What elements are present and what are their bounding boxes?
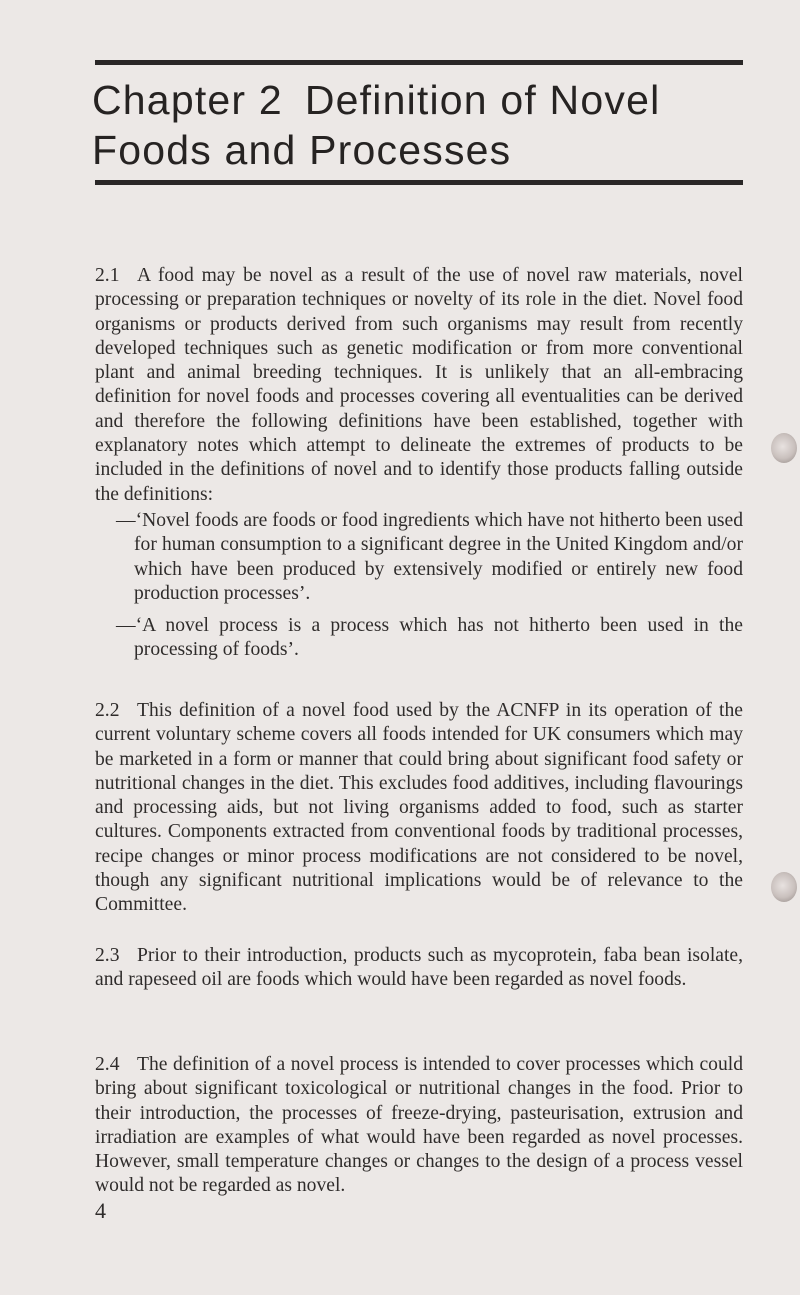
- paragraph-number: 2.2: [95, 700, 120, 721]
- chapter-title: [92, 75, 752, 175]
- definition-novel-foods: [116, 509, 743, 606]
- paragraph-2-3: [95, 944, 743, 993]
- paragraph-2-1: [95, 264, 743, 507]
- paragraph-number: 2.3: [95, 945, 120, 966]
- paragraph-number: 2.1: [95, 265, 120, 286]
- paragraph-text: This definition of a novel food used by the ACNFP in its operation of the current voluntary scheme covers all foods intended for UK consumers which may be marketed in a form or manner that could bring about significant food safety or nutritional changes in the diet. This excludes food additives, including flavourings and processing aids, but not living organisms added to food, such as starter cultures. Components extracted from conventional foods by traditional processes, recipe changes or minor process modifications are not considered to be novel, though any significant nutritional implications would be of relevance to the Committee.: [95, 700, 743, 916]
- paragraph-text: A food may be novel as a result of the use of novel raw materials, novel processing or preparation techniques or novelty of its role in the diet. Novel food organisms or products derived from such organisms may result from recently developed techniques such as genetic modification or from more conventional plant and animal breeding techniques. It is unlikely that an all-embracing definition for novel foods and processes covering all eventualities can be derived and therefore the following definitions have been established, together with explanatory notes which attempt to delineate the extremes of products to be included in the definitions of novel and to identify those products falling outside the definitions:: [95, 265, 743, 505]
- chapter-number: Chapter 2: [92, 77, 283, 123]
- definition-text: —‘A novel process is a process which has not hitherto been used in the processing of foods’.: [116, 615, 743, 661]
- definition-text: —‘Novel foods are foods or food ingredients which have not hitherto been used for human consumption to a significant degree in the United Kingdom and/or which have been produced by extensively modified or entirely new food production processes’.: [116, 510, 743, 604]
- chapter-title-line-1: Definition of Novel: [304, 77, 661, 123]
- binder-hole-upper: [771, 433, 797, 463]
- binder-hole-lower: [771, 872, 797, 902]
- paragraph-number: 2.4: [95, 1054, 120, 1075]
- chapter-title-line-2: Foods and Processes: [92, 127, 512, 173]
- page-number: 4: [95, 1198, 106, 1223]
- definition-novel-process: [116, 614, 743, 663]
- paragraph-2-4: [95, 1053, 743, 1199]
- paragraph-text: The definition of a novel process is intended to cover processes which could bring about significant toxicological or nutritional changes in the food. Prior to their introduction, the processes of freeze-drying, pasteurisation, extrusion and irradiation are examples of what would have been regarded as novel processes. However, small temperature changes or changes to the design of a process vessel would not be regarded as novel.: [95, 1054, 743, 1197]
- bottom-rule: [95, 180, 743, 185]
- paragraph-2-2: [95, 699, 743, 918]
- paragraph-text: Prior to their introduction, products such as mycoprotein, faba bean isolate, and rapeseed oil are foods which would have been regarded as novel foods.: [95, 945, 743, 991]
- top-rule: [95, 60, 743, 65]
